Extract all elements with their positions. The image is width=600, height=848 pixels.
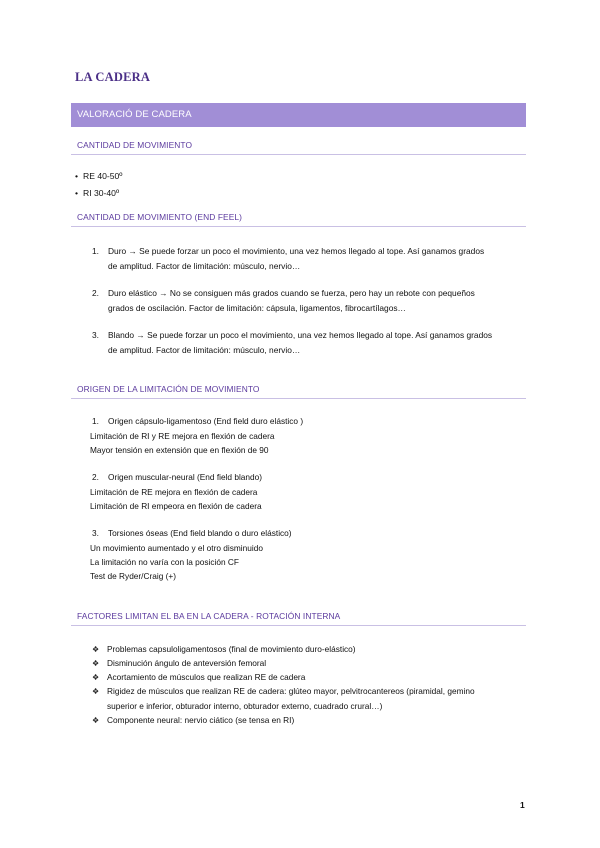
numbered-item (92, 244, 526, 274)
item-number: 2. (92, 288, 99, 298)
group-title (92, 528, 292, 538)
heading-cantidad-movimiento: CANTIDAD DE MOVIMIENTO (77, 140, 193, 150)
page-number: 1 (520, 800, 525, 810)
group-number: 2. (92, 472, 99, 482)
item-text-continued: grados de oscilación. Factor de limitación: cápsula, ligamentos, fibrocartílagos… (108, 303, 406, 313)
item-text: Componente neural: nervio ciático (se tensa en RI) (107, 715, 295, 725)
item-text: Disminución ángulo de anteversión femoral (107, 658, 267, 668)
item-number: 3. (92, 330, 99, 340)
group-line: Mayor tensión en extensión que en flexión de 90 (90, 445, 269, 455)
diamond-list-item (92, 713, 526, 728)
heading-origen-limitacion: ORIGEN DE LA LIMITACIÓN DE MOVIMIENTO (77, 384, 260, 394)
diamond-list-item (92, 684, 526, 713)
group-line: La limitación no varía con la posición CF (90, 557, 239, 567)
group-line: Limitación de RI empeora en flexión de cadera (90, 501, 262, 511)
diamond-bullet-icon: ❖ (92, 659, 100, 668)
group-line: Limitación de RI y RE mejora en flexión de cadera (90, 431, 275, 441)
bullet-item (75, 188, 119, 198)
group-number: 1. (92, 416, 99, 426)
group-title-text: Origen muscular-neural (End field blando) (108, 472, 263, 482)
item-text-continued: superior e inferior, obturador interno, obturador externo, cuadrado crural…) (107, 701, 383, 711)
diamond-bullet-icon: ❖ (92, 716, 100, 725)
section-banner: VALORACIÓ DE CADERA (71, 103, 526, 127)
item-text-continued: de amplitud. Factor de limitación: músculo, nervio… (108, 345, 301, 355)
diamond-list-item (92, 642, 526, 657)
diamond-list-item (92, 656, 526, 671)
group-title-text: Origen cápsulo-ligamentoso (End field duro elástico ) (108, 416, 304, 426)
item-text: Duro elástico → No se consiguen más grados cuando se fuerza, pero hay un rebote con pequeños (108, 288, 475, 298)
heading-underline (71, 154, 526, 155)
item-text: Duro → Se puede forzar un poco el movimiento, una vez hemos llegado al tope. Así ganamos grados (108, 246, 485, 256)
diamond-bullet-icon: ❖ (92, 645, 100, 654)
bullet-dot-icon: • (75, 171, 79, 181)
heading-factores-limitan: FACTORES LIMITAN EL BA EN LA CADERA - ROTACIÓN INTERNA (77, 611, 341, 621)
bullet-item (75, 171, 122, 181)
bullet-dot-icon: • (75, 188, 79, 198)
group-line: Un movimiento aumentado y el otro disminuido (90, 543, 263, 553)
diamond-bullet-icon: ❖ (92, 687, 100, 696)
diamond-bullet-icon: ❖ (92, 673, 100, 682)
item-text: Blando → Se puede forzar un poco el movimiento, una vez hemos llegado al tope. Así ganamos grados (108, 330, 493, 340)
group-title (92, 472, 262, 482)
heading-underline (71, 226, 526, 227)
numbered-item (92, 286, 526, 316)
bullet-text: RI 30-40º (83, 188, 120, 198)
group-title (92, 416, 303, 426)
document-title: LA CADERA (75, 70, 151, 84)
heading-underline (71, 625, 526, 626)
group-title-text: Torsiones óseas (End field blando o duro elástico) (108, 528, 292, 538)
heading-underline (71, 398, 526, 399)
item-text: Rigidez de músculos que realizan RE de cadera: glúteo mayor, pelvitrocantereos (piramidal, gemino (107, 686, 475, 696)
item-text: Problemas capsuloligamentosos (final de movimiento duro-elástico) (107, 644, 356, 654)
group-line: Test de Ryder/Craig (+) (90, 571, 176, 581)
numbered-item (92, 328, 526, 358)
item-number: 1. (92, 246, 99, 256)
heading-end-feel: CANTIDAD DE MOVIMIENTO (END FEEL) (77, 212, 243, 222)
item-text-continued: de amplitud. Factor de limitación: músculo, nervio… (108, 261, 301, 271)
bullet-text: RE 40-50º (83, 171, 123, 181)
diamond-list-item (92, 670, 526, 685)
group-number: 3. (92, 528, 99, 538)
item-text: Acortamiento de músculos que realizan RE de cadera (107, 672, 306, 682)
group-line: Limitación de RE mejora en flexión de cadera (90, 487, 258, 497)
